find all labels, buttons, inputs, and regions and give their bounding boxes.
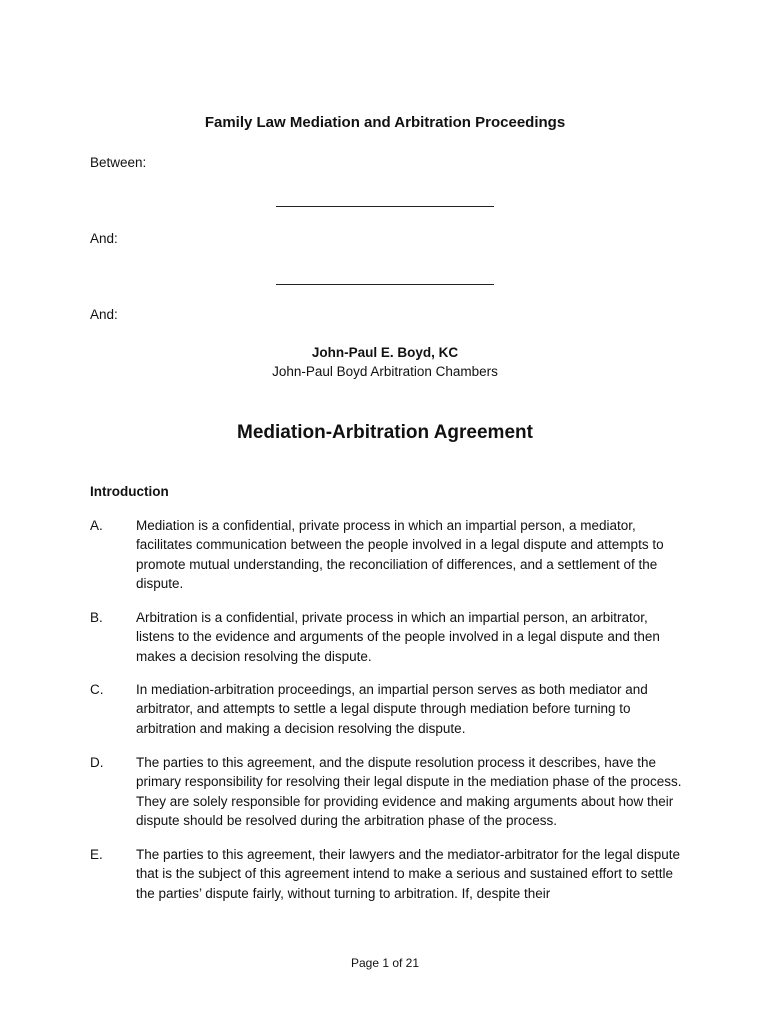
clause-letter: C. bbox=[90, 682, 104, 697]
clause-b bbox=[90, 608, 690, 666]
party-1-signature-line bbox=[276, 206, 494, 207]
clause-text: Mediation is a confidential, private process in which an impartial person, a mediator, facilitates communication between the people involved in a legal dispute and attempts to promote mutual understanding, the reconciliation of differences, and a settlement of the dispute. bbox=[136, 518, 664, 591]
arbitrator-chambers: John-Paul Boyd Arbitration Chambers bbox=[272, 364, 498, 379]
and-label-1: And: bbox=[90, 231, 118, 246]
introduction-heading: Introduction bbox=[90, 484, 169, 499]
clause-text: Arbitration is a confidential, private process in which an impartial person, an arbitrator, listens to the evidence and arguments of the people involved in a legal dispute and then makes a decision resolving the dispute. bbox=[136, 610, 660, 664]
party-2-signature-line bbox=[276, 284, 494, 285]
clause-c bbox=[90, 680, 690, 738]
between-label: Between: bbox=[90, 155, 147, 170]
document-title: Family Law Mediation and Arbitration Proceedings bbox=[204, 114, 566, 131]
clause-letter: B. bbox=[90, 610, 103, 625]
clause-text: In mediation-arbitration proceedings, an impartial person serves as both mediator and arbitrator, and attempts to settle a legal dispute through mediation before turning to arbitration and making a decision resolving the dispute. bbox=[136, 682, 648, 736]
and-label-2: And: bbox=[90, 307, 118, 322]
clause-a bbox=[90, 516, 690, 593]
clause-e bbox=[90, 845, 690, 903]
page-number: Page 1 of 21 bbox=[350, 956, 420, 970]
clause-text: The parties to this agreement, and the dispute resolution process it describes, have the primary responsibility for resolving their legal dispute in the mediation phase of the process. They are solely responsible for providing evidence and making arguments about how their dispute should be resolved during the arbitration phase of the process. bbox=[136, 755, 682, 828]
clause-text: The parties to this agreement, their lawyers and the mediator-arbitrator for the legal dispute that is the subject of this agreement intend to make a serious and sustained effort to settle the parties’ dispute fairly, without turning to arbitration. If, despite their bbox=[136, 847, 681, 901]
clause-letter: A. bbox=[90, 518, 103, 533]
clause-letter: D. bbox=[90, 755, 104, 770]
arbitrator-name: John-Paul E. Boyd, KC bbox=[311, 345, 459, 360]
agreement-title: Mediation-Arbitration Agreement bbox=[237, 422, 533, 443]
clause-d bbox=[90, 753, 690, 830]
clause-letter: E. bbox=[90, 847, 103, 862]
